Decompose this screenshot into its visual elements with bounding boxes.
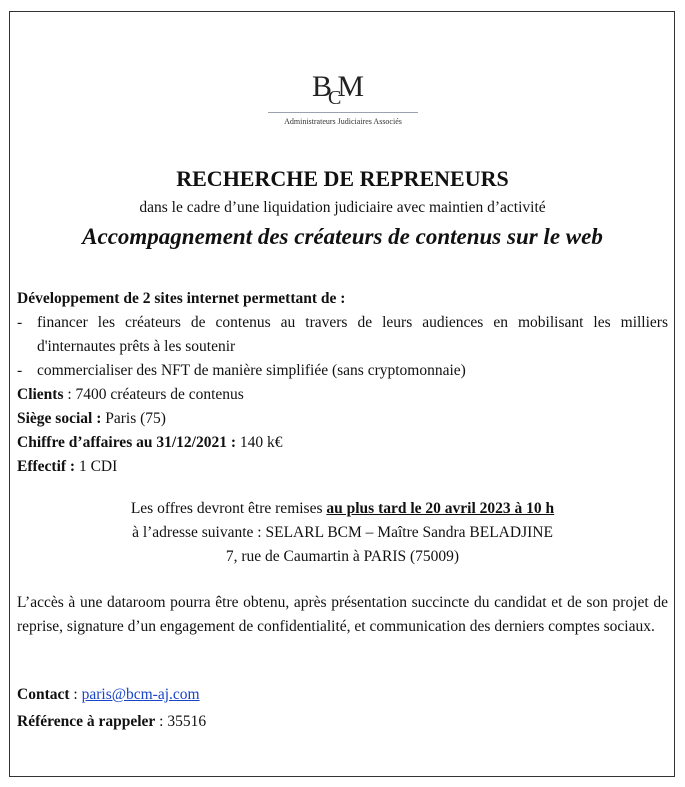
development-heading: Développement de 2 sites internet permettant de : [17,290,346,307]
logo-letter-b: B [312,70,332,103]
offers-deadline-line [0,497,685,521]
bullet-dash: - [17,362,23,379]
logo-letter-c: C [328,87,341,109]
reference-value: : 35516 [155,713,207,730]
dataroom-paragraph: L’accès à une dataroom pourra être obtenu, après présentation succincte du candidat et de son projet de reprise, signature d’un engagement de confidentialité, et communication des derniers comptes sociaux. [17,594,668,635]
revenue-line [17,431,668,455]
revenue-value: 140 k€ [236,434,283,451]
contact-label: Contact [17,686,70,703]
offers-address-line: à l’adresse suivante : SELARL BCM – Maître Sandra BELADJINE [132,524,553,541]
siege-value: Paris (75) [101,410,166,427]
clients-line [17,383,668,407]
bcm-logo [262,66,422,140]
reference-line [17,710,206,734]
bullet-dash: - [17,314,23,331]
contact-email-link[interactable]: paris@bcm-aj.com [81,686,200,703]
headcount-line [17,455,668,479]
offers-deadline: au plus tard le 20 avril 2023 à 10 h [326,500,555,517]
reference-label: Référence à rappeler [17,713,156,730]
headline: Accompagnement des créateurs de contenus sur le web [82,224,603,249]
bullet-item [17,311,668,359]
page-title: RECHERCHE DE REPRENEURS [176,166,509,191]
headcount-value: 1 CDI [75,458,118,475]
revenue-label: Chiffre d’affaires au 31/12/2021 : [17,434,236,451]
bullet-text: financer les créateurs de contenus au travers de leurs audiences en mobilisant les milliers d'internautes prêts à les soutenir [37,314,668,355]
details-section [17,287,668,479]
offers-street-line: 7, rue de Caumartin à PARIS (75009) [225,548,460,565]
logo-letters [312,70,364,109]
page-subtitle: dans le cadre d’une liquidation judiciaire avec maintien d’activité [139,199,546,216]
contact-line [17,683,200,707]
offers-prefix: Les offres devront être remises [130,500,327,517]
bullet-item [17,359,668,383]
logo-divider [268,112,418,113]
clients-label: Clients [17,386,64,403]
logo-letter-m: M [337,70,364,103]
bullet-text: commercialiser des NFT de manière simplifiée (sans cryptomonnaie) [37,362,466,379]
siege-line [17,407,668,431]
contact-separator: : [69,686,82,703]
clients-value: : 7400 créateurs de contenus [63,386,244,403]
headcount-label: Effectif : [17,458,76,475]
logo-subtitle: Administrateurs Judiciaires Associés [284,117,402,126]
offers-section [0,497,685,569]
siege-label: Siège social : [17,410,102,427]
